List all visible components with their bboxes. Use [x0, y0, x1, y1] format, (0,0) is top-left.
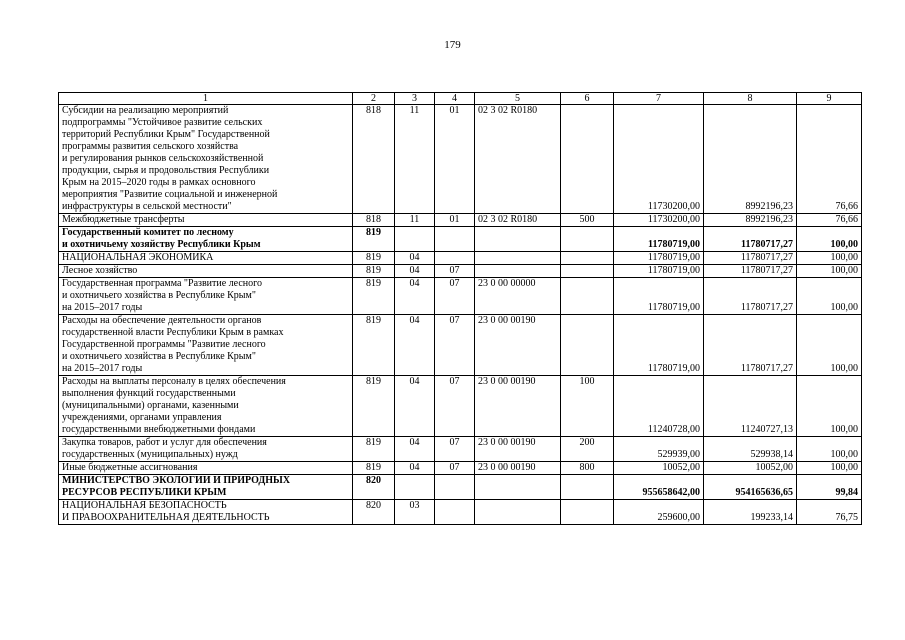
row-subsection-code: [435, 252, 475, 265]
row-target-article: [475, 500, 561, 525]
table-row: [59, 227, 862, 252]
row-actual-amount: 11780717,27: [704, 315, 797, 376]
row-target-article: 23 0 00 00000: [475, 278, 561, 315]
row-plan-amount: 955658642,00: [614, 475, 704, 500]
table-row: [59, 437, 862, 462]
row-target-article: [475, 475, 561, 500]
row-grbs-code: 820: [353, 475, 395, 500]
table-row: [59, 462, 862, 475]
column-header: 6: [561, 93, 614, 105]
row-subsection-code: 07: [435, 265, 475, 278]
row-expense-type: [561, 278, 614, 315]
row-plan-amount: 11780719,00: [614, 278, 704, 315]
row-subsection-code: [435, 500, 475, 525]
column-header: 1: [59, 93, 353, 105]
row-expense-type: [561, 105, 614, 214]
row-target-article: 02 3 02 R0180: [475, 105, 561, 214]
row-expense-type: 100: [561, 376, 614, 437]
row-description: Расходы на выплаты персоналу в целях обеспечения выполнения функций государственными (муниципальными) органами, казенными учреждениями, органами управления государственными внебюджетными фондами: [59, 376, 353, 437]
row-plan-amount: 11730200,00: [614, 214, 704, 227]
table-row: [59, 265, 862, 278]
row-description: Субсидии на реализацию мероприятий подпрограммы "Устойчивое развитие сельских территорий Республики Крым" Государственной программы развития сельского хозяйства и регулирования рынков сельскохозяйственной продукции, сырья и продовольствия Республики Крым на 2015–2020 годы в рамках основного мероприятия "Развитие социальной и инженерной инфраструктуры в сельской местности": [59, 105, 353, 214]
row-plan-amount: 11780719,00: [614, 315, 704, 376]
row-actual-amount: 11240727,13: [704, 376, 797, 437]
row-target-article: 02 3 02 R0180: [475, 214, 561, 227]
row-percent: 100,00: [797, 437, 862, 462]
row-grbs-code: 819: [353, 462, 395, 475]
row-actual-amount: 199233,14: [704, 500, 797, 525]
row-plan-amount: 529939,00: [614, 437, 704, 462]
row-section-code: 04: [395, 376, 435, 437]
table-row: [59, 252, 862, 265]
row-description: НАЦИОНАЛЬНАЯ ЭКОНОМИКА: [59, 252, 353, 265]
row-subsection-code: 07: [435, 437, 475, 462]
row-section-code: 04: [395, 462, 435, 475]
row-section-code: 04: [395, 252, 435, 265]
row-target-article: 23 0 00 00190: [475, 462, 561, 475]
row-percent: 76,75: [797, 500, 862, 525]
row-expense-type: [561, 252, 614, 265]
row-expense-type: [561, 315, 614, 376]
row-section-code: 11: [395, 105, 435, 214]
row-subsection-code: 01: [435, 214, 475, 227]
budget-table: [58, 92, 862, 525]
row-grbs-code: 818: [353, 105, 395, 214]
row-section-code: 04: [395, 437, 435, 462]
row-section-code: 04: [395, 315, 435, 376]
row-percent: 100,00: [797, 315, 862, 376]
row-expense-type: [561, 475, 614, 500]
row-description: Лесное хозяйство: [59, 265, 353, 278]
row-actual-amount: 11780717,27: [704, 252, 797, 265]
row-plan-amount: 11780719,00: [614, 252, 704, 265]
row-actual-amount: 11780717,27: [704, 227, 797, 252]
table-row: [59, 278, 862, 315]
header-row: [59, 93, 862, 105]
row-actual-amount: 11780717,27: [704, 278, 797, 315]
row-actual-amount: 529938,14: [704, 437, 797, 462]
row-subsection-code: 01: [435, 105, 475, 214]
column-header: 7: [614, 93, 704, 105]
row-grbs-code: 819: [353, 227, 395, 252]
row-target-article: 23 0 00 00190: [475, 437, 561, 462]
row-target-article: 23 0 00 00190: [475, 315, 561, 376]
row-subsection-code: 07: [435, 376, 475, 437]
row-percent: 100,00: [797, 265, 862, 278]
row-description: Закупка товаров, работ и услуг для обеспечения государственных (муниципальных) нужд: [59, 437, 353, 462]
row-percent: 76,66: [797, 214, 862, 227]
row-subsection-code: [435, 227, 475, 252]
row-target-article: [475, 252, 561, 265]
column-header: 2: [353, 93, 395, 105]
row-subsection-code: 07: [435, 462, 475, 475]
row-section-code: [395, 227, 435, 252]
column-header: 9: [797, 93, 862, 105]
row-actual-amount: 8992196,23: [704, 105, 797, 214]
row-plan-amount: 11240728,00: [614, 376, 704, 437]
row-section-code: 03: [395, 500, 435, 525]
column-header: 8: [704, 93, 797, 105]
row-grbs-code: 819: [353, 376, 395, 437]
row-plan-amount: 11780719,00: [614, 227, 704, 252]
row-grbs-code: 819: [353, 278, 395, 315]
row-subsection-code: 07: [435, 278, 475, 315]
row-plan-amount: 259600,00: [614, 500, 704, 525]
row-grbs-code: 819: [353, 252, 395, 265]
row-description: Расходы на обеспечение деятельности органов государственной власти Республики Крым в рамках Государственной программы "Развитие лесного и охотничьего хозяйства в Республике Крым" на 2015–2017 годы: [59, 315, 353, 376]
row-target-article: 23 0 00 00190: [475, 376, 561, 437]
row-actual-amount: 8992196,23: [704, 214, 797, 227]
table-row: [59, 475, 862, 500]
table-row: [59, 214, 862, 227]
row-description: МИНИСТЕРСТВО ЭКОЛОГИИ И ПРИРОДНЫХ РЕСУРСОВ РЕСПУБЛИКИ КРЫМ: [59, 475, 353, 500]
table-row: [59, 315, 862, 376]
row-section-code: [395, 475, 435, 500]
row-section-code: 04: [395, 278, 435, 315]
table-row: [59, 105, 862, 214]
row-grbs-code: 819: [353, 265, 395, 278]
row-percent: 100,00: [797, 227, 862, 252]
row-expense-type: [561, 227, 614, 252]
page-number: 179: [444, 39, 461, 51]
column-header: 3: [395, 93, 435, 105]
row-grbs-code: 819: [353, 315, 395, 376]
row-grbs-code: 820: [353, 500, 395, 525]
column-header: 5: [475, 93, 561, 105]
row-actual-amount: 11780717,27: [704, 265, 797, 278]
row-plan-amount: 10052,00: [614, 462, 704, 475]
row-percent: 100,00: [797, 462, 862, 475]
row-description: Межбюджетные трансферты: [59, 214, 353, 227]
row-section-code: 04: [395, 265, 435, 278]
row-target-article: [475, 265, 561, 278]
row-percent: 99,84: [797, 475, 862, 500]
row-plan-amount: 11780719,00: [614, 265, 704, 278]
row-expense-type: [561, 265, 614, 278]
row-grbs-code: 819: [353, 437, 395, 462]
row-percent: 100,00: [797, 278, 862, 315]
row-subsection-code: [435, 475, 475, 500]
row-actual-amount: 954165636,65: [704, 475, 797, 500]
table-row: [59, 500, 862, 525]
row-expense-type: 200: [561, 437, 614, 462]
row-percent: 100,00: [797, 252, 862, 265]
row-expense-type: 500: [561, 214, 614, 227]
row-subsection-code: 07: [435, 315, 475, 376]
row-grbs-code: 818: [353, 214, 395, 227]
row-section-code: 11: [395, 214, 435, 227]
row-description: Государственная программа "Развитие лесного и охотничьего хозяйства в Республике Крым" на 2015–2017 годы: [59, 278, 353, 315]
row-description: НАЦИОНАЛЬНАЯ БЕЗОПАСНОСТЬ И ПРАВООХРАНИТЕЛЬНАЯ ДЕЯТЕЛЬНОСТЬ: [59, 500, 353, 525]
row-percent: 100,00: [797, 376, 862, 437]
column-header: 4: [435, 93, 475, 105]
table-row: [59, 376, 862, 437]
row-expense-type: [561, 500, 614, 525]
row-expense-type: 800: [561, 462, 614, 475]
row-target-article: [475, 227, 561, 252]
row-description: Государственный комитет по лесному и охотничьему хозяйству Республики Крым: [59, 227, 353, 252]
row-description: Иные бюджетные ассигнования: [59, 462, 353, 475]
row-actual-amount: 10052,00: [704, 462, 797, 475]
row-percent: 76,66: [797, 105, 862, 214]
row-plan-amount: 11730200,00: [614, 105, 704, 214]
